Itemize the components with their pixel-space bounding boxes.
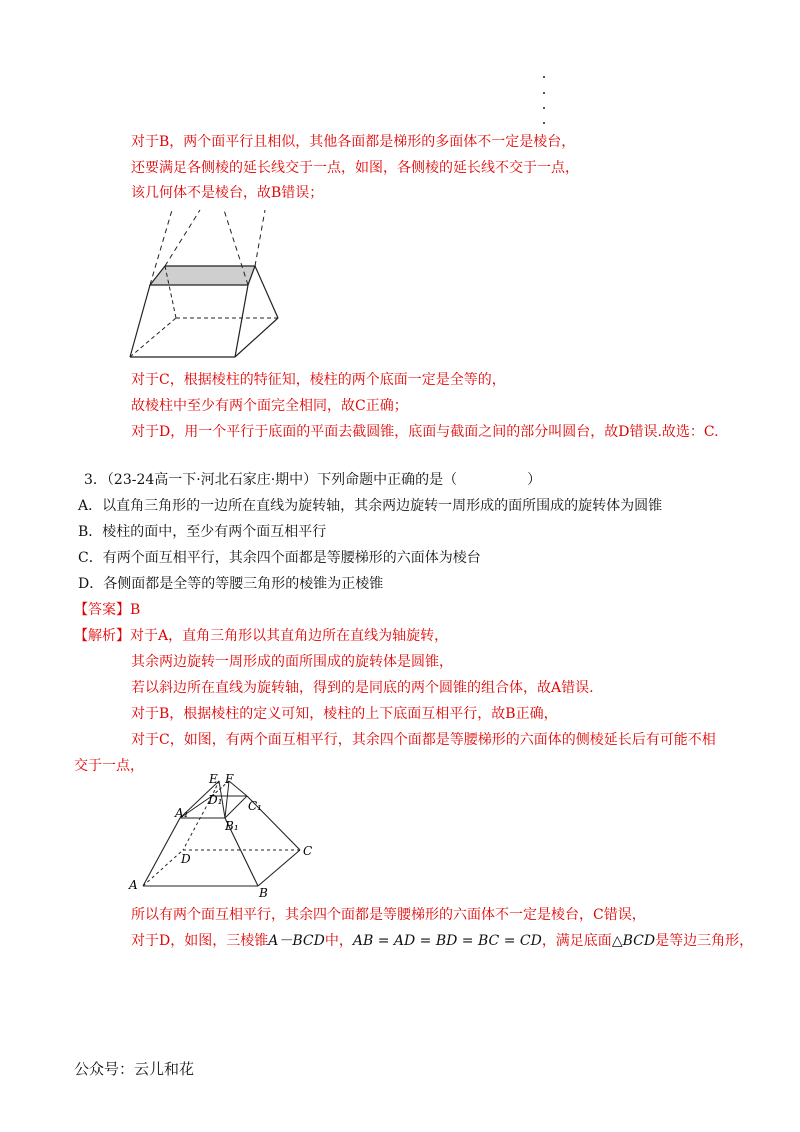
analysis-line-3: 若以斜边所在直线为旋转轴，得到的是同底的两个圆锥的组合体，故A错误.: [131, 680, 594, 696]
analysis-tag: 【解析】: [74, 628, 130, 644]
label-c: C: [303, 844, 313, 858]
solution-b-line-3: 该几何体不是棱台，故B错误；: [131, 185, 324, 201]
margin-mark: [543, 92, 545, 94]
analysis-line-4: 对于B，根据棱柱的定义可知，棱柱的上下底面互相平行，故B正确，: [131, 706, 558, 722]
margin-mark: [543, 122, 545, 124]
question-3-stem: [84, 471, 541, 489]
analysis-line-6: 交于一点，: [74, 758, 144, 774]
analysis-line-1: [74, 627, 448, 645]
option-a: A．以直角三角形的一边所在直线为旋转轴，其余两边旋转一周形成的面所围成的旋转体为圆锥: [78, 498, 663, 514]
label-a: A: [129, 878, 138, 892]
margin-mark: [543, 107, 545, 109]
label-d1: D₁: [208, 793, 223, 807]
option-b: B．棱柱的面中，至少有两个面互相平行: [78, 524, 327, 540]
analysis-line-5: 对于C，如图，有两个面互相平行，其余四个面都是等腰梯形的六面体的侧棱延长后有可能不相: [131, 732, 716, 748]
solution-b-line-1: 对于B，两个面平行且相似，其他各面都是梯形的多面体不一定是棱台，: [131, 134, 576, 150]
label-f: F: [225, 773, 234, 786]
d-post-text-1: ，满足底面: [541, 933, 612, 949]
solution-c-line-2: 故棱柱中至少有两个面完全相同，故C正确；: [131, 398, 408, 414]
label-e: E: [209, 773, 218, 786]
d-mid-text: 中，: [324, 933, 353, 949]
solution-d-line: 对于D，用一个平行于底面的平面去截圆锥，底面与截面之间的部分叫圆台，故D错误.故选：C.: [131, 424, 719, 440]
label-a1: A₁: [175, 806, 189, 820]
label-c1: C₁: [248, 799, 262, 813]
answer-value: B: [130, 602, 141, 618]
option-c: C．有两个面互相平行，其余四个面都是等腰梯形的六面体为棱台: [78, 550, 481, 566]
figure-non-frustum: [120, 200, 300, 370]
analysis-line-2: 其余两边旋转一周形成的面所围成的旋转体是圆锥，: [131, 654, 453, 670]
margin-mark: [543, 76, 545, 78]
question-source: （23-24高一下·河北石家庄·期中）: [106, 472, 318, 488]
label-b1: B₁: [225, 819, 239, 833]
answer-tag: 【答案】: [74, 602, 130, 618]
analysis-after-figure: 所以有两个面互相平行，其余四个面都是等腰梯形的六面体不一定是棱台，C错误，: [131, 907, 646, 923]
d-equalities: AB = AD = BD = BC = CD: [352, 933, 542, 949]
d-triangle: △BCD: [611, 933, 656, 949]
analysis-d-line: [131, 932, 753, 950]
footer-account: 公众号：云儿和花: [74, 1060, 195, 1078]
d-pre-text: 对于D，如图，三棱锥: [131, 933, 269, 949]
solution-c-line-1: 对于C，根据棱柱的特征知，棱柱的两个底面一定是全等的，: [131, 372, 506, 388]
label-b: B: [259, 886, 268, 898]
d-pyramid: A－BCD: [268, 933, 325, 949]
answer-line: [74, 601, 140, 619]
option-d: D．各侧面都是全等的等腰三角形的棱锥为正棱锥: [78, 576, 384, 592]
d-post-text-2: 是等边三角形，: [655, 933, 754, 949]
solution-b-line-2: 还要满足各侧棱的延长线交于一点，如图，各侧棱的延长线不交于一点，: [131, 160, 579, 176]
question-number: 3．: [84, 472, 107, 488]
analysis-text: 对于A，直角三角形以其直角边所在直线为轴旋转，: [130, 628, 449, 644]
question-stem: 下列命题中正确的是（ ）: [317, 472, 542, 488]
label-d: D: [181, 852, 191, 866]
figure-hexahedron: [125, 773, 325, 898]
